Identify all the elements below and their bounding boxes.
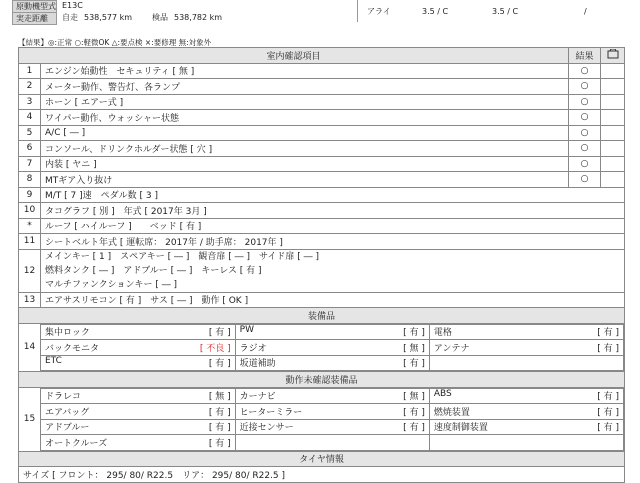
- align-label: アライ: [367, 7, 391, 16]
- item-value: [ 有 ]: [597, 328, 620, 339]
- grid-row: [41, 404, 624, 420]
- interior-row: 7 内装 [ ヤニ ] ○: [19, 156, 625, 172]
- result-mark: ○: [569, 79, 601, 95]
- item-name: PW: [239, 325, 254, 336]
- row-10: 10 タコグラフ [ 別 ] 年式 [ 2017年 3月 ]: [19, 203, 625, 219]
- item-name: 近接センサー: [239, 423, 294, 434]
- item-value: [ 有 ]: [208, 407, 231, 418]
- item-name: 坂道補助: [239, 359, 276, 370]
- grid-cell: [235, 388, 429, 404]
- grid-row: [41, 419, 624, 435]
- result-mark: ○: [569, 141, 601, 157]
- result-mark: ○: [569, 156, 601, 172]
- grid-cell: [41, 388, 235, 404]
- interior-row: 4 ワイパー動作、ウォッシャー状態 ○: [19, 110, 625, 126]
- align-rear: 3.5 / C: [492, 7, 519, 16]
- grid-cell: [41, 340, 235, 356]
- item-value: [ 不良 ]: [199, 343, 231, 354]
- key-line-1: メインキー [ 1 ] スペアキー [ ― ] 観音扉 [ ― ] サイド扉 [ ― ]: [45, 251, 319, 262]
- unconfirmed-grid: [41, 388, 624, 451]
- unconfirmed-header: 動作未確認装備品: [19, 372, 625, 388]
- item-value: [ 有 ]: [597, 407, 620, 418]
- item-value: [ 無 ]: [403, 392, 425, 403]
- result-header: 結果: [569, 48, 601, 64]
- grid-cell: [235, 435, 429, 451]
- grid-cell: [235, 324, 429, 340]
- clipboard-icon: [601, 48, 625, 64]
- grid-cell: [235, 340, 429, 356]
- equipment-no: 14: [19, 323, 41, 372]
- interior-row: 3 ホーン [ エアー式 ] ○: [19, 94, 625, 110]
- interior-row: 1 エンジン始動性 セキュリティ [ 無 ] ○: [19, 63, 625, 79]
- item-value: [ 有 ]: [403, 359, 425, 370]
- row-9: 9 M/T [ 7 ]速 ペダル数 [ 3 ]: [19, 187, 625, 203]
- grid-cell: [41, 324, 235, 340]
- interior-row: 5 A/C [ ― ] ○: [19, 125, 625, 141]
- item-name: ラジオ: [239, 343, 267, 354]
- grid-cell: [41, 435, 235, 451]
- grid-cell: [235, 355, 429, 371]
- grid-cell: [429, 340, 623, 356]
- result-mark: ○: [569, 172, 601, 188]
- item-name: 集中ロック: [45, 328, 90, 339]
- align-front: 3.5 / C: [422, 7, 449, 16]
- grid-cell: [235, 404, 429, 420]
- item-name: ドラレコ: [45, 392, 82, 403]
- inspect-label: 検品: [152, 13, 168, 22]
- item-name: ETC: [45, 356, 62, 367]
- item-value: [ 無 ]: [403, 343, 425, 354]
- model-label: 原動機型式: [12, 0, 57, 13]
- item-value: [ 有 ]: [208, 438, 231, 449]
- grid-row: [41, 340, 624, 356]
- item-name: カーナビ: [239, 392, 276, 403]
- item-name: 速度制御装置: [433, 423, 488, 434]
- grid-cell: [235, 419, 429, 435]
- result-mark: ○: [569, 94, 601, 110]
- grid-cell: [429, 355, 623, 371]
- grid-cell: [41, 404, 235, 420]
- key-line-3: マルチファンクションキー [ ― ]: [45, 279, 178, 290]
- grid-cell: [429, 324, 623, 340]
- interior-row: 2 メーター動作、警告灯、各ランプ ○: [19, 79, 625, 95]
- grid-row: [41, 388, 624, 404]
- mileage-label: 実走距離: [12, 12, 57, 25]
- equipment-grid: [41, 324, 624, 372]
- result-mark: ○: [569, 125, 601, 141]
- model-value: E13C: [62, 1, 83, 10]
- row-13: 13 エアサスリモコン [ 有 ] サス [ ― ] 動作 [ OK ]: [19, 292, 625, 308]
- tire-size: サイズ [ フロント： 295/ 80/ R22.5 リア： 295/ 80/ R22.5 ]: [19, 467, 625, 483]
- row-11: 11 シートベルト年式 [ 運転席： 2017年 / 助手席： 2017年 ]: [19, 234, 625, 250]
- row-roof: * ルーフ [ ハイルーフ ] ベッド [ 有 ]: [19, 218, 625, 234]
- result-mark: ○: [569, 63, 601, 79]
- interior-header: 室内確認項目: [19, 48, 569, 64]
- item-value: [ 有 ]: [597, 343, 620, 354]
- key-line-2: 燃料タンク [ ― ] アドブルー [ ― ] キーレス [ 有 ]: [45, 265, 262, 276]
- item-value: [ 有 ]: [597, 392, 620, 403]
- item-name: ヒーターミラー: [239, 407, 303, 418]
- align-mark: /: [584, 7, 587, 16]
- grid-row: [41, 324, 624, 340]
- item-name: 電格: [433, 328, 452, 339]
- row-12: 12 メインキー [ 1 ] スペアキー [ ― ] 観音扉 [ ― ] サイド扉 [ ― ] 燃料タンク [ ― ] アドブルー [ ― ] キーレス [ 有 ] マルチファンクションキー [ ― ]: [19, 249, 625, 292]
- item-name: アドブルー: [45, 423, 90, 434]
- item-value: [ 有 ]: [208, 359, 231, 370]
- item-name: バックモニタ: [45, 343, 100, 354]
- unconfirmed-no: 15: [19, 387, 41, 451]
- interior-row: 8 MTギア入り抜け ○: [19, 172, 625, 188]
- item-name: アンテナ: [433, 343, 470, 354]
- item-name: 燃焼装置: [433, 407, 470, 418]
- tire-header: タイヤ情報: [19, 451, 625, 467]
- item-value: [ 有 ]: [403, 423, 425, 434]
- result-mark: ○: [569, 110, 601, 126]
- item-value: [ 有 ]: [403, 407, 425, 418]
- grid-cell: [429, 404, 623, 420]
- item-value: [ 無 ]: [208, 392, 231, 403]
- item-name: オートクルーズ: [45, 438, 108, 449]
- inspect-value: 538,782 km: [174, 13, 223, 22]
- interior-row: 6 コンソール、ドリンクホルダー状態 [ 穴 ] ○: [19, 141, 625, 157]
- vehicle-info-strip: [12, 0, 630, 24]
- item-name: エアバッグ: [45, 407, 90, 418]
- grid-row: [41, 355, 624, 371]
- grid-cell: [41, 419, 235, 435]
- grid-cell: [41, 355, 235, 371]
- item-value: [ 有 ]: [597, 423, 620, 434]
- item-value: [ 有 ]: [208, 328, 231, 339]
- item-name: ABS: [433, 389, 452, 400]
- result-legend: 【結果】◎:正常 ○:軽微OK △:要点検 ×:要修理 無:対象外: [18, 38, 212, 47]
- item-value: [ 有 ]: [208, 423, 231, 434]
- grid-cell: [429, 419, 623, 435]
- equipment-header: 装備品: [19, 308, 625, 324]
- grid-row: [41, 435, 624, 451]
- inspection-table: [18, 47, 625, 483]
- item-value: [ 有 ]: [403, 328, 425, 339]
- meter-label: 自走: [62, 13, 78, 22]
- grid-cell: [429, 435, 623, 451]
- grid-cell: [429, 388, 623, 404]
- meter-value: 538,577 km: [84, 13, 133, 22]
